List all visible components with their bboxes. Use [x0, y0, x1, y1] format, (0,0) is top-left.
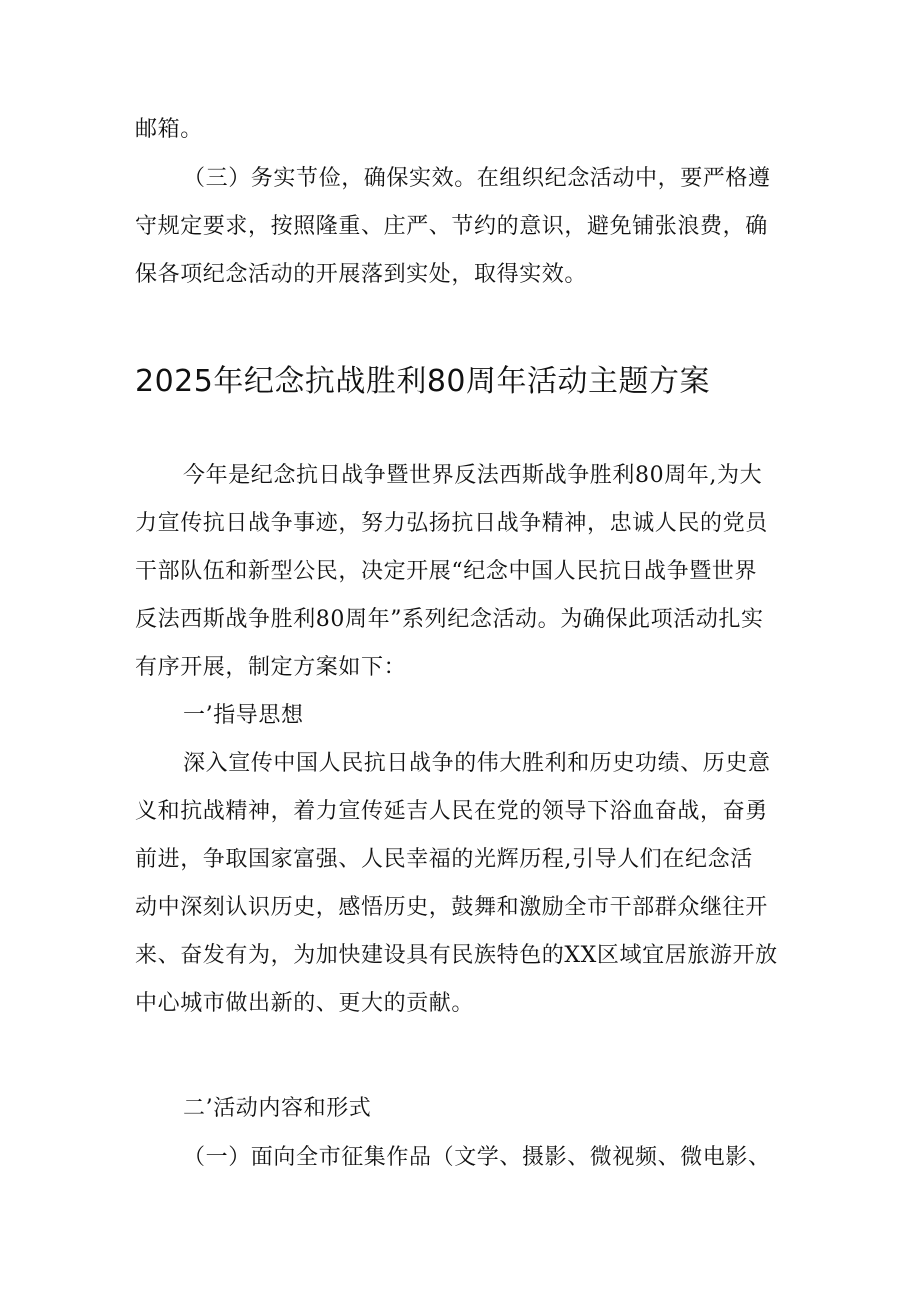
section1-line: 中心城市做出新的、更大的贡献。	[135, 991, 475, 1016]
section-heading-guiding-thought: 一’指导思想	[183, 703, 304, 728]
intro-line: 干部队伍和新型公民，决定开展“纪念中国人民抗日战争暨世界	[135, 559, 758, 584]
document-title: 2025年纪念抗战胜利80周年活动主题方案	[135, 364, 711, 399]
intro-line: 有序开展，制定方案如下：	[135, 655, 407, 680]
paragraph-line: （三）务实节俭，确保实效。在组织纪念活动中，要严格遵	[183, 166, 771, 191]
section1-line: 前进，争取国家富强、人民幸福的光辉历程,引导人们在纪念活	[135, 847, 753, 872]
paragraph-line: 保各项纪念活动的开展落到实处，取得实效。	[135, 262, 588, 287]
paragraph-line: 邮箱。	[135, 117, 203, 142]
section1-line: 来、奋发有为，为加快建设具有民族特色的XX区域宜居旅游开放	[135, 943, 778, 968]
intro-line: 反法西斯战争胜利80周年”系列纪念活动。为确保此项活动扎实	[135, 607, 764, 632]
intro-line: 力宣传抗日战争事迹，努力弘扬抗日战争精神，忠诚人民的党员	[135, 511, 768, 536]
intro-line: 今年是纪念抗日战争暨世界反法西斯战争胜利80周年,为大	[183, 463, 763, 488]
section1-line: 动中深刻认识历史，感悟历史，鼓舞和激励全市干部群众继往开	[135, 895, 768, 920]
section-heading-activity-content: 二’活动内容和形式	[183, 1096, 372, 1121]
section1-line: 深入宣传中国人民抗日战争的伟大胜利和历史功绩、历史意	[183, 751, 771, 776]
section1-line: 义和抗战精神，着力宣传延吉人民在党的领导下浴血奋战，奋勇	[135, 799, 768, 824]
paragraph-line: 守规定要求，按照隆重、庄严、节约的意识，避免铺张浪费，确	[135, 214, 768, 239]
section2-item-line: （一）面向全市征集作品（文学、摄影、微视频、微电影、	[183, 1145, 771, 1170]
